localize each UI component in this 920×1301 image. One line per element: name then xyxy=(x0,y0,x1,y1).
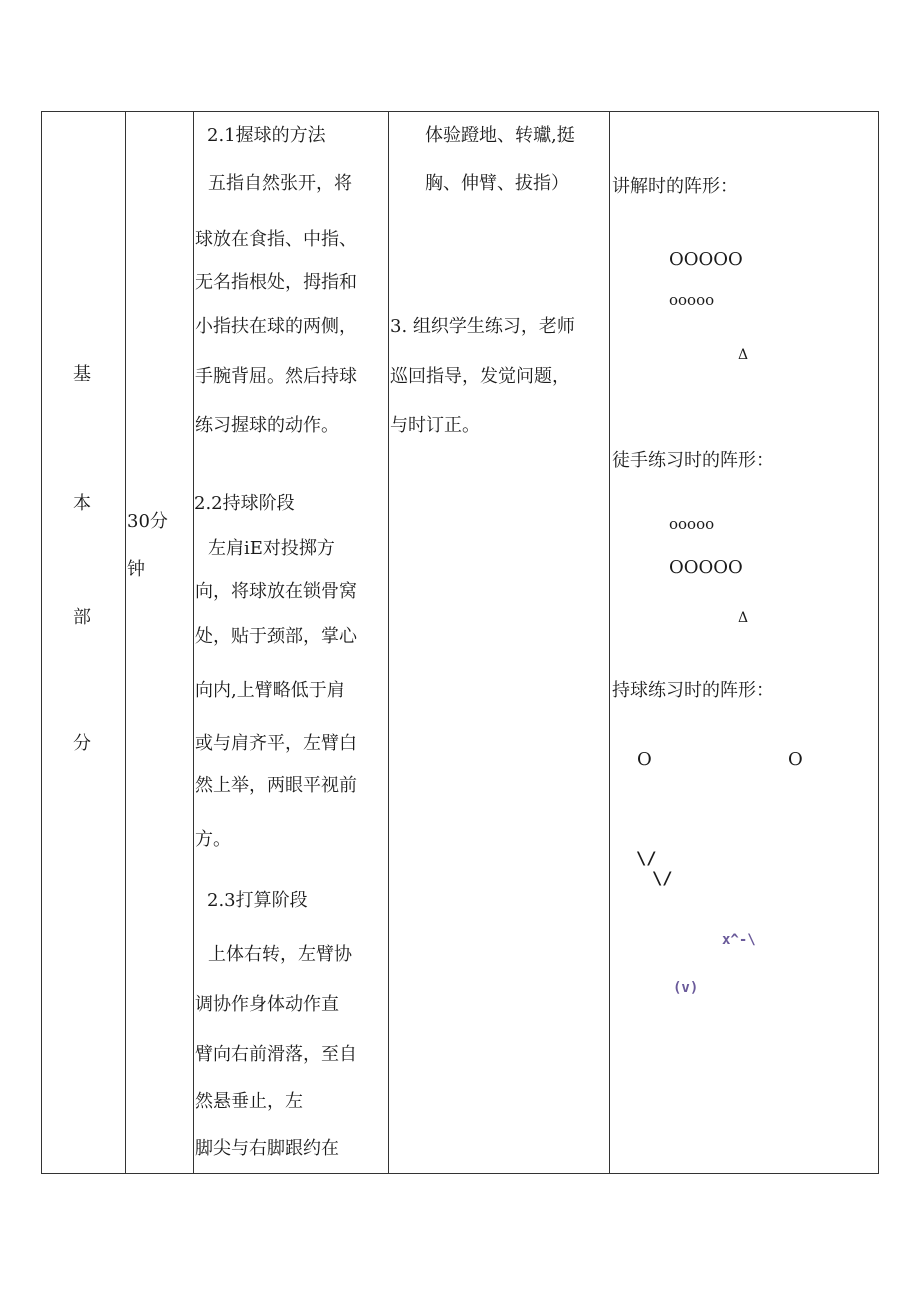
content-line: 左肩iE对投掷方 xyxy=(208,538,335,559)
formation-symbol: x^-\ xyxy=(722,932,756,948)
content-line: 调协作身体动作直 xyxy=(195,994,339,1015)
column-divider xyxy=(388,112,389,1173)
section-label-char: 部 xyxy=(73,607,91,628)
content-line: 球放在食指、中指、 xyxy=(195,229,357,250)
formation-row: OOOOO xyxy=(669,249,743,270)
formation-label: 徒手练习时的阵形： xyxy=(612,450,774,471)
method-line: 体验蹬地、转瓛,挺 xyxy=(425,125,575,146)
section-label-char: 分 xyxy=(73,733,91,754)
teacher-marker: Δ xyxy=(738,610,749,626)
duration-text: 30分 xyxy=(127,511,168,532)
column-divider xyxy=(193,112,194,1173)
content-heading: 2.1握球的方法 xyxy=(207,125,326,146)
section-label-char: 本 xyxy=(73,493,91,514)
content-line: 上体右转，左臂协 xyxy=(208,944,352,965)
formation-label: 持球练习时的阵形： xyxy=(612,680,774,701)
content-line: 练习握球的动作。 xyxy=(195,415,339,436)
column-divider xyxy=(609,112,610,1173)
section-label-char: 基 xyxy=(73,364,91,385)
content-line: 方。 xyxy=(195,829,231,850)
content-line: 脚尖与右脚跟约在 xyxy=(195,1138,339,1159)
formation-symbol: (v) xyxy=(673,980,699,996)
formation-row: OOOOO xyxy=(669,557,743,578)
content-heading: 2.3打算阶段 xyxy=(207,890,308,911)
method-line: 胸、伸臂、拔指） xyxy=(425,173,569,194)
formation-row: ooooo xyxy=(669,291,715,309)
formation-row: ooooo xyxy=(669,515,715,533)
lesson-plan-table xyxy=(41,111,879,1174)
duration-text: 钟 xyxy=(127,559,145,580)
content-line: 向内,上臂略低于肩 xyxy=(195,680,345,701)
method-line: 3. 组织学生练习，老师 xyxy=(390,316,575,337)
method-line: 与时订正。 xyxy=(390,415,480,436)
content-line: 五指自然张开，将 xyxy=(208,173,352,194)
content-line: 然上举，两眼平视前 xyxy=(195,775,357,796)
formation-symbol: \/ xyxy=(652,869,673,889)
content-line: 然悬垂止，左 xyxy=(195,1091,303,1112)
content-line: 手腕背屈。然后持球 xyxy=(195,366,357,387)
content-line: 小指扶在球的两侧， xyxy=(195,316,357,337)
formation-label: 讲解时的阵形： xyxy=(612,176,738,197)
content-line: 向，将球放在锁骨窝 xyxy=(195,581,357,602)
formation-marker: O xyxy=(788,749,803,770)
content-line: 或与肩齐平，左臂白 xyxy=(195,733,357,754)
content-line: 处，贴于颈部，掌心 xyxy=(195,626,357,647)
content-line: 无名指根处，拇指和 xyxy=(195,272,357,293)
content-line: 臂向右前滑落，至自 xyxy=(195,1044,357,1065)
formation-symbol: \/ xyxy=(636,849,657,869)
formation-marker: O xyxy=(637,749,652,770)
column-divider xyxy=(125,112,126,1173)
content-heading: 2.2持球阶段 xyxy=(194,493,295,514)
method-line: 巡回指导，发觉问题， xyxy=(390,366,570,387)
teacher-marker: Δ xyxy=(738,347,749,363)
